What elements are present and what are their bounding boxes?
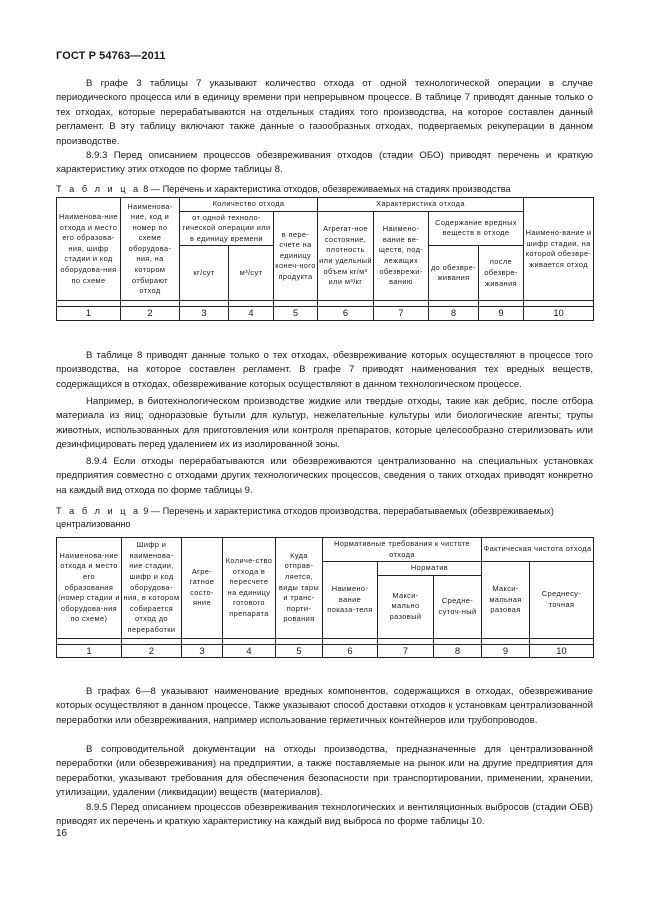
t8-header-kg-per-day: кг/сут <box>180 246 229 301</box>
t9-header-waste-name: Наименова-ние отхода и место его образования (номер стадии и оборудова-ния по схеме) <box>57 538 122 639</box>
t8-header-stage: Наимено-вание и шифр стадии, на которой обезвре-живается отход <box>524 198 594 301</box>
t9-header-quantity: Количе-ство отхода в пересчете на единицу готового препарата <box>223 538 276 639</box>
paragraph-8-9-4: 8.9.4 Если отходы перерабатываются или обезвреживаются централизованно на специальных установках предприятия совместно с отходами других технологических процессов, сведения о таких отходах приводят конкретно на каждый вид отхода по форме таблицы 9. <box>56 456 593 496</box>
t8-header-state-density: Агрегат-ное состояние, плотность или удельный объем кг/м³ или м³/кг <box>318 211 374 301</box>
t9-header-norm-max: Макси-мально разовый <box>378 575 434 638</box>
t8-col-number: 8 <box>429 307 479 321</box>
t9-header-state: Агре-гатное состо-яние <box>182 538 223 639</box>
t9-col-number: 7 <box>378 644 434 658</box>
t8-col-number: 3 <box>180 307 229 321</box>
t8-col-number: 5 <box>274 307 318 321</box>
t9-header-stage-code: Шифр и наименова-ние стадии, шифр и код оборудова-ния, в котором собирается отход до переработки <box>122 538 182 639</box>
document-header: ГОСТ Р 54763—2011 <box>56 50 166 62</box>
t9-header-norm-avg: Средне-суточ-ный <box>434 575 482 638</box>
t8-header-m3-per-day: м³/сут <box>229 246 274 301</box>
t8-header-waste-name: Наименова-ние отхода и место его образова-ния, шифр стадии и код оборудова-ния по схеме <box>57 198 121 301</box>
t9-col-number: 3 <box>182 644 223 658</box>
t8-header-before: до обезвре-живания <box>429 246 479 301</box>
t8-header-qty-per-unit: в пере-счете на единицу конеч-ного продукта <box>274 211 318 301</box>
t9-header-normative: Нормативные требования к чистоте отхода <box>323 538 482 562</box>
table9-caption-text: 9 — Перечень и характеристика отходов производства, перерабатываемых (обезвреживаемых) централизованно <box>56 506 554 529</box>
t8-header-quantity: Количество отхода <box>180 198 318 212</box>
table-8 <box>56 197 594 321</box>
t9-header-destination: Куда отправ-ляется, виды тары и транс-порти-рования <box>276 538 323 639</box>
t9-col-number: 10 <box>530 644 594 658</box>
t8-col-number: 10 <box>524 307 594 321</box>
t8-col-number: 6 <box>318 307 374 321</box>
t9-col-number: 4 <box>223 644 276 658</box>
t9-header-norm: Норматив <box>378 562 482 576</box>
t8-col-number: 1 <box>57 307 121 321</box>
table8-caption <box>56 183 593 196</box>
paragraph-accompanying-docs: В сопроводительной документации на отходы производства, предназначенные для централизованной переработки (или обезвреживания) на предприятии, а также поставляемые на рынок или на другие предприятия для переработки, указывают требования для обеспечения безопасности при транспортировании, применении, хранении, утилизации, удалении (ликвидации) веществ (материалов). <box>56 744 593 799</box>
t9-header-fact-avg: Среднесу-точная <box>530 562 594 639</box>
t9-header-fact-max: Макси-мальная разовая <box>482 562 530 639</box>
t9-header-actual-purity: Фактическая чистота отхода <box>482 538 594 562</box>
t9-header-indicator-name: Наимено-вание показа-теля <box>323 562 378 639</box>
t8-col-number: 4 <box>229 307 274 321</box>
t8-col-number: 9 <box>479 307 524 321</box>
page-number: 16 <box>56 828 68 839</box>
table-9 <box>56 537 594 658</box>
table8-caption-text: 8 — Перечень и характеристика отходов, обезвреживаемых на стадиях производства <box>143 184 511 194</box>
t9-col-number: 8 <box>434 644 482 658</box>
t8-header-substances: Наимено-вание ве-ществ, под-лежащих обезврежи-ванию <box>374 211 429 301</box>
t9-col-number: 1 <box>57 644 122 658</box>
t9-col-number: 6 <box>323 644 378 658</box>
table8-caption-word: Т а б л и ц а <box>56 184 141 194</box>
t9-col-number: 9 <box>482 644 530 658</box>
t8-header-content: Содержание вредных веществ в отходе <box>429 211 524 246</box>
table9-caption <box>56 505 593 530</box>
paragraph-table8-note: В таблице 8 приводят данные только о тех отходах, обезвреживание которых осуществляют в процессе того производства, на которое составлен регламент. В графе 7 приводят наименования тех вредных веществ, содержащихся в отходах, обезвреживание которых осуществляют в данном технологическом процессе. <box>56 350 593 390</box>
paragraph-8-9-3: 8.9.3 Перед описанием процессов обезвреживания отходов (стадии ОБО) приводят перечень и краткую характеристику этих отходов по форме таблицы 8. <box>56 150 593 176</box>
t8-col-number: 7 <box>374 307 429 321</box>
paragraph-8-9-5: 8.9.5 Перед описанием процессов обезвреживания технологических и вентиляционных выбросов (стадии ОБВ) приводят их перечень и краткую характеристику на каждый вид выброса по форме таблицы 10. <box>56 802 593 828</box>
t8-header-qty-per-operation: от одной техноло-гической операции или в единицу времени <box>180 211 274 246</box>
t8-header-characteristics: Характеристика отхода <box>318 198 524 212</box>
t8-header-equipment: Наименова-ние, код и номер по схеме оборудова-ния, на котором отбирают отход <box>121 198 180 301</box>
table9-caption-word: Т а б л и ц а <box>56 506 141 516</box>
t9-col-number: 5 <box>276 644 323 658</box>
t9-col-number: 2 <box>122 644 182 658</box>
paragraph-table7-description: В графе 3 таблицы 7 указывают количество отхода от одной технологической операции в случае периодического процесса или в единицу времени при непрерывном процессе. В таблице 7 приводят данные только о тех отходах, которые перерабатываются на отдельных стадиях того производства, на которое составлен данный регламент. В эту таблицу включают также данные о газообразных отходах, подвергаемых рекуперации в данном производстве. <box>56 78 593 147</box>
t8-col-number: 2 <box>121 307 180 321</box>
paragraph-columns-6-8: В графах 6—8 указывают наименование вредных компонентов, содержащихся в отходах, обезвреживание которых осуществляют в данном процессе. Также указывают способ доставки отходов к установкам централизованной переработки или обезвреживания, например использование герметичных контейнеров или трубопроводов. <box>56 686 593 726</box>
t8-header-after: после обезвре-живания <box>479 246 524 301</box>
paragraph-biotech-example: Например, в биотехнологическом производстве жидкие или твердые отходы, такие как дебрис, после отбора материала из яиц; одноразовые бутыли для культур, нежелательные культуры или биологические агенты; трупы животных, использованных для приготовления или контроля препаратов, которые целесообразно стерилизовать или дезинфицировать перед удалением их из изолированной зоны. <box>56 396 593 451</box>
